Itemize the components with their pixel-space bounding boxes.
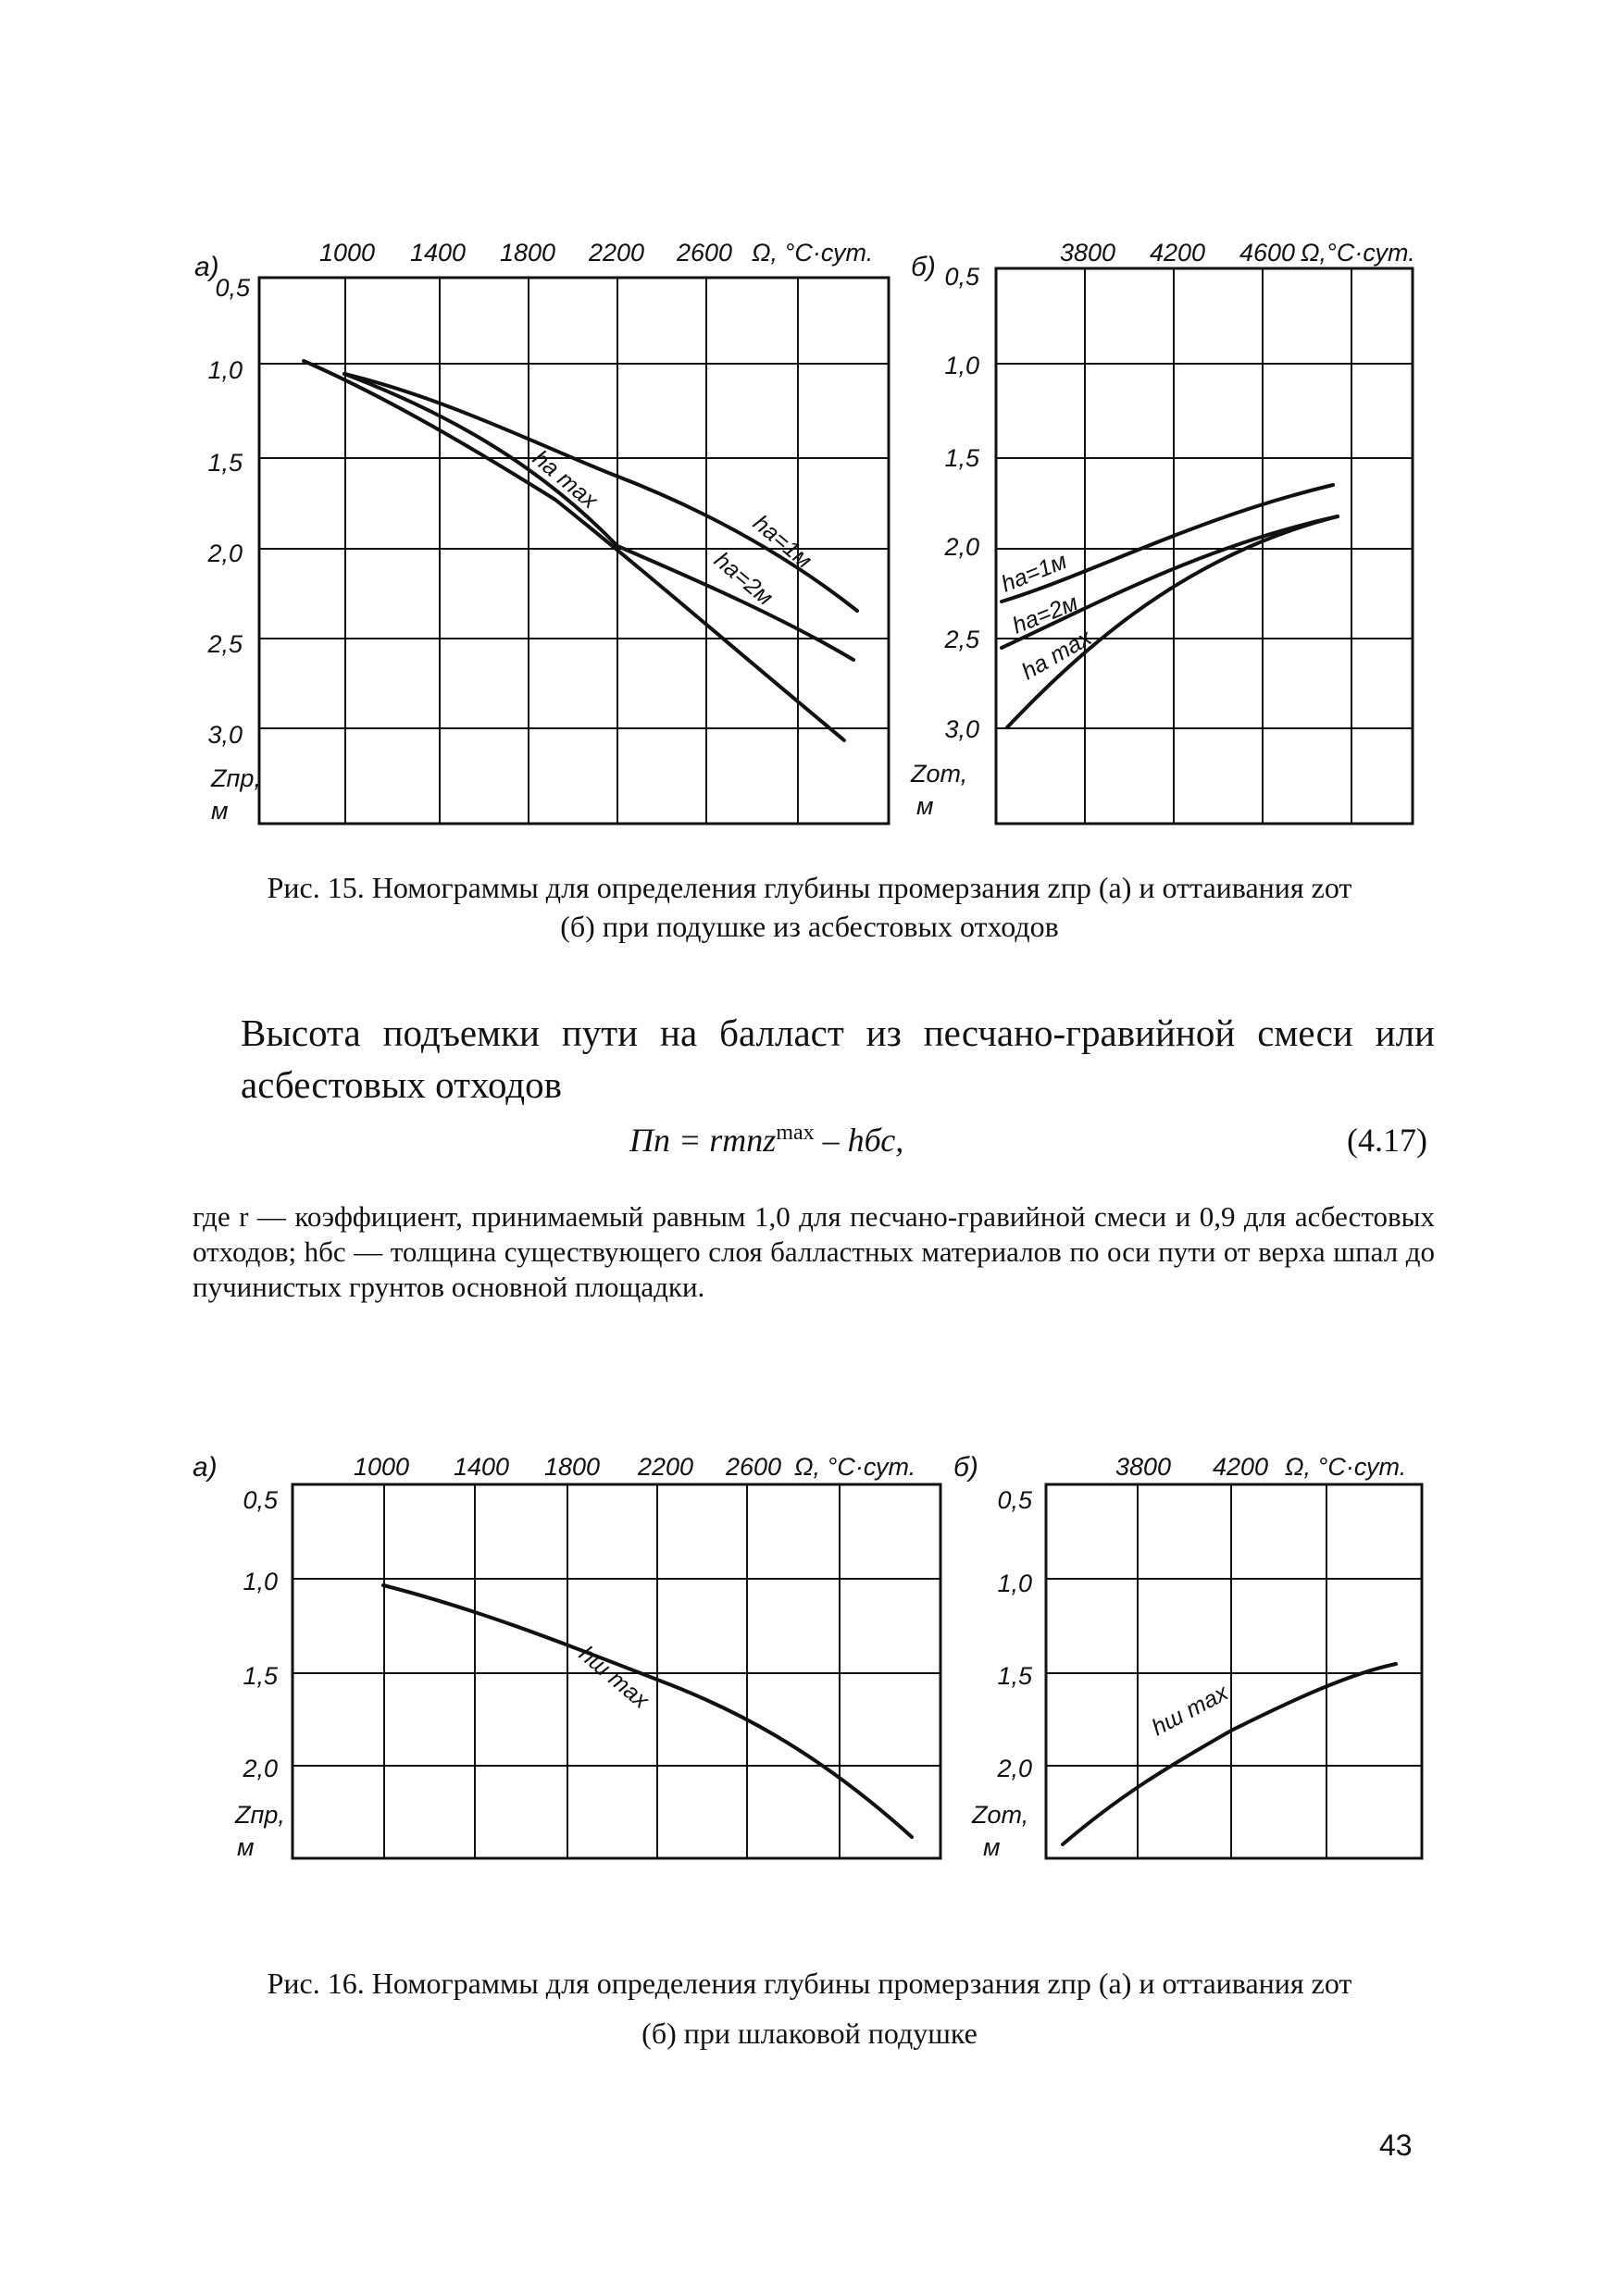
caption-line: Рис. 16. Номограммы для определения глубины промерзания zпр (а) и оттаивания zот bbox=[267, 1967, 1352, 2000]
x-unit: Ω, °С·сут. bbox=[752, 239, 874, 267]
curve-label: hш max bbox=[1147, 1679, 1233, 1742]
formula-lhs: Пп bbox=[629, 1122, 670, 1159]
y-ticks bbox=[996, 1486, 1033, 1782]
y-axis-label: Zот, bbox=[911, 760, 968, 788]
curve-label: ha=1м bbox=[748, 510, 817, 574]
y-axis-unit: м bbox=[211, 797, 229, 825]
x-ticks bbox=[354, 1453, 915, 1481]
y-tick: 1,0 bbox=[944, 352, 979, 379]
figure-16 bbox=[0, 1388, 1619, 1906]
y-tick: 3,0 bbox=[944, 715, 979, 743]
panel-label: б) bbox=[953, 1452, 978, 1483]
formula-expression bbox=[629, 1121, 903, 1160]
caption-line: Рис. 15. Номограммы для определения глубины промерзания zпр (а) и оттаивания zот bbox=[267, 871, 1352, 904]
x-unit: Ω,°С·сут. bbox=[1301, 239, 1415, 267]
curve-label: hш max bbox=[574, 1641, 654, 1714]
y-tick: 1,0 bbox=[243, 1568, 278, 1595]
x-tick: 3800 bbox=[1115, 1453, 1172, 1481]
y-tick: 2,0 bbox=[944, 533, 979, 561]
curve-label: ha=1м bbox=[997, 548, 1071, 598]
x-ticks bbox=[319, 239, 873, 267]
x-tick: 2600 bbox=[677, 239, 733, 267]
x-tick: 1000 bbox=[319, 239, 376, 267]
x-tick: 4600 bbox=[1239, 239, 1296, 267]
x-tick: 1800 bbox=[544, 1453, 601, 1481]
page-number: 43 bbox=[1379, 2128, 1413, 2162]
y-ticks bbox=[943, 263, 980, 743]
curve-labels bbox=[528, 445, 816, 611]
grid bbox=[996, 268, 1413, 824]
x-tick: 1800 bbox=[500, 239, 556, 267]
y-axis-unit: м bbox=[983, 1833, 1001, 1861]
curve-label: ha=2м bbox=[709, 547, 778, 611]
y-ticks bbox=[242, 1486, 279, 1782]
x-tick: 2200 bbox=[589, 239, 645, 267]
curve-labels bbox=[1148, 1679, 1234, 1741]
y-tick: 2,5 bbox=[944, 626, 979, 653]
y-tick: 0,5 bbox=[243, 1486, 278, 1514]
formula-body: = rmnz bbox=[679, 1122, 777, 1159]
y-tick: 1,5 bbox=[944, 444, 979, 472]
formula-explanation: где r — коэффициент, принимаемый равным 1,0 для песчано-гравийной смеси и 0,9 для асбестовых отходов; hбс — толщина существующего слоя балластных материалов по оси пути от верха шпал до пучинистых грунтов основной площадки. bbox=[193, 1200, 1435, 1303]
figure-15-caption bbox=[185, 868, 1434, 946]
x-tick: 4200 bbox=[1213, 1453, 1269, 1481]
fig16-panel-b bbox=[953, 1452, 1422, 1861]
curve-label: ha=2м bbox=[1008, 590, 1082, 639]
x-tick: 1400 bbox=[410, 239, 467, 267]
y-tick: 1,0 bbox=[997, 1570, 1032, 1597]
x-tick: 4200 bbox=[1150, 239, 1206, 267]
y-tick: 2,0 bbox=[243, 1755, 278, 1782]
formula-tail: – hбс, bbox=[822, 1122, 904, 1159]
y-tick: 1,5 bbox=[997, 1662, 1032, 1690]
y-axis-unit: м bbox=[237, 1833, 255, 1861]
caption-line: (б) при подушке из асбестовых отходов bbox=[560, 910, 1059, 943]
y-tick: 2,0 bbox=[997, 1755, 1032, 1782]
x-tick: 2600 bbox=[726, 1453, 782, 1481]
curve-labels bbox=[574, 1641, 654, 1715]
x-tick: 1000 bbox=[354, 1453, 410, 1481]
y-axis-label: Zпр, bbox=[235, 1801, 285, 1829]
curves bbox=[383, 1585, 912, 1837]
curve-hsh-max bbox=[383, 1585, 912, 1837]
curve-ha-max bbox=[304, 361, 844, 740]
y-axis-label: Zпр, bbox=[211, 764, 261, 792]
y-tick: 1,0 bbox=[207, 356, 243, 384]
fig15-panel-a bbox=[194, 239, 889, 825]
y-tick: 0,5 bbox=[944, 263, 979, 291]
y-axis-unit: м bbox=[916, 792, 934, 820]
fig16-panel-a bbox=[193, 1452, 940, 1861]
y-ticks bbox=[206, 274, 251, 749]
formula-number: (4.17) bbox=[1347, 1122, 1427, 1159]
x-tick: 3800 bbox=[1060, 239, 1116, 267]
curve-label: ha max bbox=[528, 445, 603, 515]
x-tick: 2200 bbox=[638, 1453, 694, 1481]
curve-ha-2m bbox=[344, 374, 853, 660]
x-ticks bbox=[1060, 239, 1415, 267]
panel-label: а) bbox=[194, 252, 219, 282]
figure-16-caption bbox=[185, 1958, 1434, 2058]
x-unit: Ω, °С·сут. bbox=[1285, 1453, 1407, 1481]
fig15-panel-b bbox=[910, 239, 1415, 824]
x-tick: 1400 bbox=[454, 1453, 510, 1481]
y-tick: 1,5 bbox=[243, 1662, 278, 1690]
formula-4-17 bbox=[0, 1121, 1619, 1173]
figure-15 bbox=[0, 0, 1619, 879]
curve-ha-1m bbox=[1002, 485, 1333, 602]
panel-label: б) bbox=[911, 252, 936, 282]
curve-label: ha max bbox=[1017, 624, 1097, 686]
curve-hsh-max bbox=[1063, 1664, 1396, 1844]
x-ticks bbox=[1115, 1453, 1406, 1481]
y-axis-label: Zот, bbox=[972, 1801, 1029, 1829]
y-tick: 3,0 bbox=[207, 721, 243, 749]
curves bbox=[1063, 1664, 1396, 1844]
y-tick: 2,5 bbox=[207, 630, 243, 658]
y-tick: 2,0 bbox=[207, 540, 243, 567]
panel-label: а) bbox=[193, 1452, 218, 1483]
section-heading: Высота подъемки пути на балласт из песчано-гравийной смеси или асбестовых отходов bbox=[241, 1011, 1435, 1106]
curve-labels bbox=[998, 548, 1098, 685]
y-tick: 0,5 bbox=[997, 1486, 1032, 1514]
y-tick: 0,5 bbox=[215, 274, 250, 302]
y-tick: 1,5 bbox=[207, 449, 243, 477]
x-unit: Ω, °С·сут. bbox=[794, 1453, 916, 1481]
formula-sup: max bbox=[776, 1121, 815, 1145]
caption-line: (б) при шлаковой подушке bbox=[641, 2017, 978, 2050]
